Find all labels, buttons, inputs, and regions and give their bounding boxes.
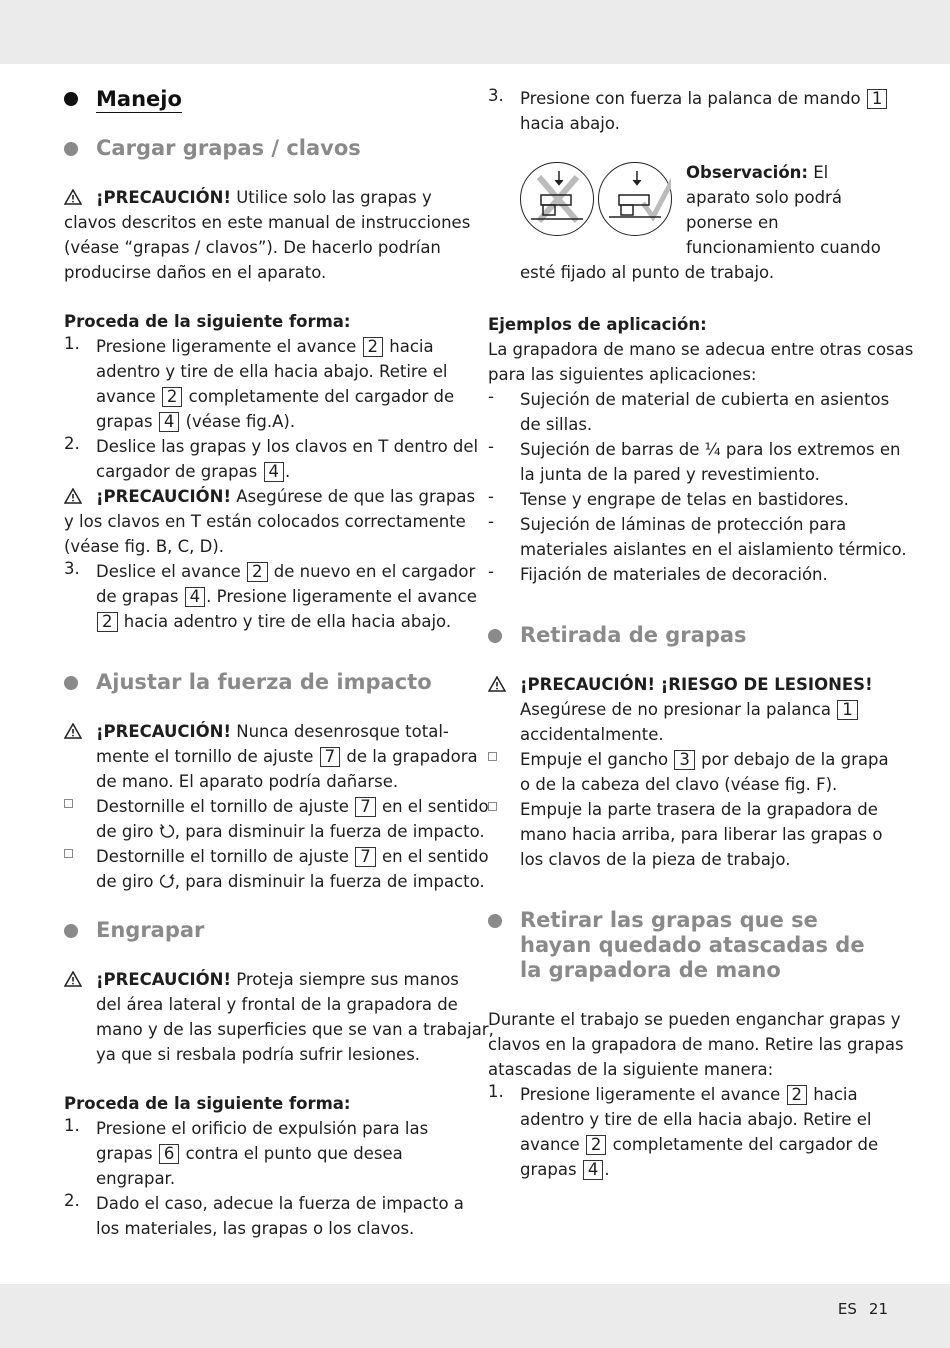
page-footer [838,1300,888,1318]
top-band [0,0,950,64]
engrapar-step-2: 2. Dado el caso, adecue la fuerza de impacto a los materiales, las grapas o los clavos. [64,1191,464,1238]
ref-6: 6 [159,1144,180,1164]
ref-1: 1 [867,89,888,109]
example-item: - Sujeción de material de cubierta en asientos de sillas. [488,387,890,434]
language-code: ES [837,1300,857,1318]
ref-4: 4 [583,1160,604,1180]
bullet-item: Destornille el tornillo de ajuste 7 en el sentido de giro , para disminuir la fuerza de impacto. [64,794,464,844]
ref-7: 7 [355,797,376,817]
caution-5: ¡PRECAUCIÓN! ¡RIESGO DE LESIONES! Asegúrese de no presionar la palanca 1 accidentalmente. [488,672,888,747]
stapler-fixed-figure [598,162,672,236]
right-column: 3. Presione con fuerza la palanca de mando 1 hacia abajo. Observación: El aparato solo podrá ponerse en funcionamiento cuando esté fijado al punto de trabajo. Ejemplos de aplicación: La grapadora de mano se adecua entre otras cosas para las siguientes aplicaciones: - Sujeción de material de cubierta en asientos de sillas. - Sujeción de barras de ¼ para los extremos en la junta de la pared y revestimiento. - Tense y engrape de telas en bastidores. - Sujeción de láminas de protección para materiales aislantes en el aislamiento térmico. - Fijación de materiales de decoración. Retirada de grapas ¡PRECAUCIÓN! ¡RIESGO DE LESIONES! Asegúrese de no presionar la palanca 1 accidentalmente. Empuje el gancho 3 por debajo de la grapa o de la cabeza del clavo (véase fig. F). Empuje la parte trasera de la grapadora de mano hacia arriba, para liberar las grapas o los clavos de la pieza de trabajo. Retirar las grapas que se hayan quedado atascadas de la grapadora de mano Durante el trabajo se pueden enganchar grapas y clavos en la grapadora de mano. Retire las grapas atascadas de la siguiente manera: 1. Presione ligeramente el avance 2 hacia adentro y tire de ella hacia abajo. Retire el avance 2 completamente del cargador de grapas 4 . [488,86,888,1182]
ref-2: 2 [97,612,118,632]
ref-2: 2 [787,1085,808,1105]
example-item: - Sujeción de barras de ¼ para los extremos en la junta de la pared y revestimiento. [488,437,901,484]
ref-2: 2 [162,387,183,407]
rotate-ccw-icon [159,823,175,839]
warning-triangle-icon [64,723,82,739]
warning-triangle-icon [64,189,82,205]
proceda-heading-2: Proceda de la siguiente forma: [64,1094,351,1113]
ref-7: 7 [320,747,341,767]
ref-7: 7 [355,847,376,867]
heading-bullet [64,92,78,106]
caution-3: ¡PRECAUCIÓN! Nunca desenrosque total- mente el tornillo de ajuste 7 de la grapadora de mano. El aparato podría dañarse. [64,719,464,794]
stapler-not-fixed-figure [520,162,594,236]
heading-engrapar: Engrapar [64,918,464,943]
page-number: 21 [868,1300,888,1318]
bullet-item: Empuje el gancho 3 por debajo de la grapa o de la cabeza del clavo (véase fig. F). [488,747,888,797]
ref-3: 3 [674,750,695,770]
observation-text: Observación: El aparato solo podrá ponerse en funcionamiento cuando [686,163,881,257]
heading-bullet [64,676,78,690]
ref-4: 4 [185,587,206,607]
square-bullet-icon [64,799,73,808]
bullet-item: Destornille el tornillo de ajuste 7 en el sentido de giro , para disminuir la fuerza de impacto. [64,844,464,894]
heading-manejo: Manejo [64,86,464,112]
square-bullet-icon [488,802,497,811]
proceda-heading: Proceda de la siguiente forma: [64,312,351,331]
step-3: 3. Deslice el avance 2 de nuevo en el cargador de grapas 4 . Presione ligeramente el avance 2 hacia adentro y tire de ella hacia abajo. [64,559,477,631]
example-item: - Fijación de materiales de decoración. [488,562,828,584]
retirar-step-1: 1. Presione ligeramente el avance 2 hacia adentro y tire de ella hacia abajo. Retire el avance 2 completamente del cargador de grapas 4 . [488,1082,879,1179]
heading-bullet [64,924,78,938]
bottom-band [0,1284,950,1348]
warning-triangle-icon [64,971,82,987]
ejemplos-heading: Ejemplos de aplicación: [488,315,707,334]
heading-bullet [488,914,502,928]
ref-2: 2 [363,337,384,357]
warning-triangle-icon [64,488,82,504]
heading-bullet [488,629,502,643]
heading-cargar: Cargar grapas / clavos [64,136,464,161]
rotate-cw-icon [159,873,175,889]
engrapar-step-1: 1. Presione el orificio de expulsión para las grapas 6 contra el punto que desea engrapar. [64,1116,429,1188]
ref-2: 2 [247,562,268,582]
example-item: - Sujeción de láminas de protección para materiales aislantes en el aislamiento térmico. [488,512,907,559]
heading-ajustar: Ajustar la fuerza de impacto [64,670,464,695]
warning-triangle-icon [488,676,506,692]
observation-block: Observación: El aparato solo podrá ponerse en funcionamiento cuando esté fijado al punto de trabajo. [488,160,888,288]
caution-4: ¡PRECAUCIÓN! Proteja siempre sus manos del área lateral y frontal de la grapadora de mano y de las superficies que se van a trabajar, ya que si resbala podría sufrir lesiones. [64,967,464,1067]
step-1: 1. Presione ligeramente el avance 2 hacia adentro y tire de ella hacia abajo. Retire el avance 2 completamente del cargador de grapas 4 (véase fig.A). [64,334,455,431]
heading-retirar: Retirar las grapas que se hayan quedado atascadas de la grapadora de mano [488,908,888,983]
ref-2: 2 [586,1135,607,1155]
heading-retirada: Retirada de grapas [488,623,888,648]
caution-1: ¡PRECAUCIÓN! Utilice solo las grapas y clavos descritos en este manual de instrucciones (véase “grapas / clavos”). De hacerlo podrían producirse daños en el aparato. [64,188,471,282]
step-3-lever: 3. Presione con fuerza la palanca de mando 1 hacia abajo. [488,86,888,136]
heading-bullet [64,142,78,156]
ref-4: 4 [264,462,285,482]
example-item: - Tense y engrape de telas en bastidores. [488,487,849,509]
caution-2: ¡PRECAUCIÓN! Asegúrese de que las grapas y los clavos en T están colocados correctamente (véase fig. B, C, D). [64,487,476,556]
ref-1: 1 [837,700,858,720]
square-bullet-icon [488,752,497,761]
step-2: 2. Deslice las grapas y los clavos en T dentro del cargador de grapas 4 . [64,434,479,481]
bullet-item: Empuje la parte trasera de la grapadora de mano hacia arriba, para liberar las grapas o los clavos de la pieza de trabajo. [488,797,888,872]
left-column [64,86,494,1241]
square-bullet-icon [64,849,73,858]
ref-4: 4 [159,412,180,432]
